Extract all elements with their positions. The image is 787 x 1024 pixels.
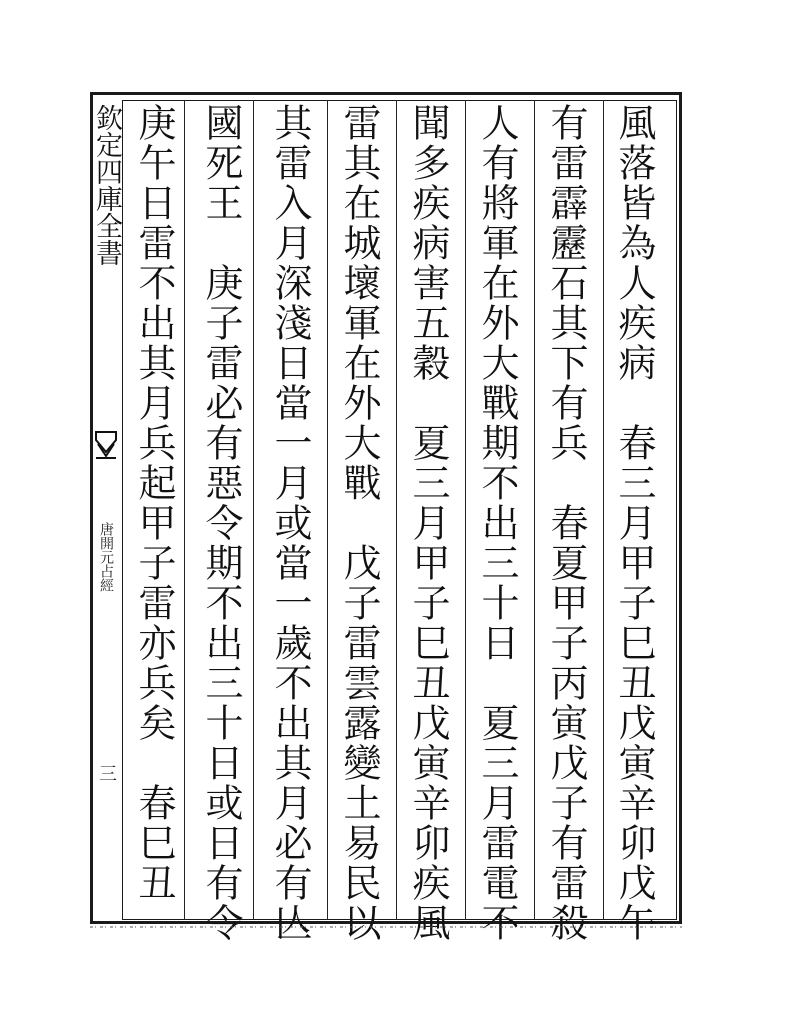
column-rule <box>465 100 466 920</box>
fold-margin <box>90 100 122 920</box>
fish-tail-mark-icon <box>94 430 118 464</box>
column-rule <box>184 100 185 920</box>
text-column: 雷其在城壞軍在外大戰 戊子雷雲露變土易民以 <box>337 103 381 943</box>
text-column: 聞多疾病害五穀 夏三月甲子巳丑戊寅辛卯疾風 <box>406 103 450 943</box>
column-rule <box>534 100 535 920</box>
text-column: 有雷霹靂石其下有兵 春夏甲子丙寅戊子有雷殺 <box>544 103 588 943</box>
column-rule <box>603 100 604 920</box>
text-column: 庚午日雷不出其月兵起甲子雷亦兵矣 春巳丑 <box>132 103 176 903</box>
column-rule <box>327 100 328 920</box>
text-column: 國死王 庚子雷必有惡令期不出三十日或日有令 <box>199 103 243 943</box>
column-rule <box>253 100 254 920</box>
text-column: 風落皆為人疾病 春三月甲子巳丑戊寅辛卯戊午 <box>612 103 656 943</box>
column-rule <box>396 100 397 920</box>
page-number: 三 <box>96 764 117 782</box>
scan-edge <box>90 924 682 932</box>
text-column: 人有將軍在外大戰期不出三十日 夏三月雷電不 <box>475 103 519 943</box>
text-column: 其雷入月深淺日當一月或當一歲不出其月必有亾 <box>268 103 312 943</box>
book-title: 唐開元占經 <box>98 522 114 592</box>
series-title: 欽定四庫全書 <box>91 104 122 266</box>
